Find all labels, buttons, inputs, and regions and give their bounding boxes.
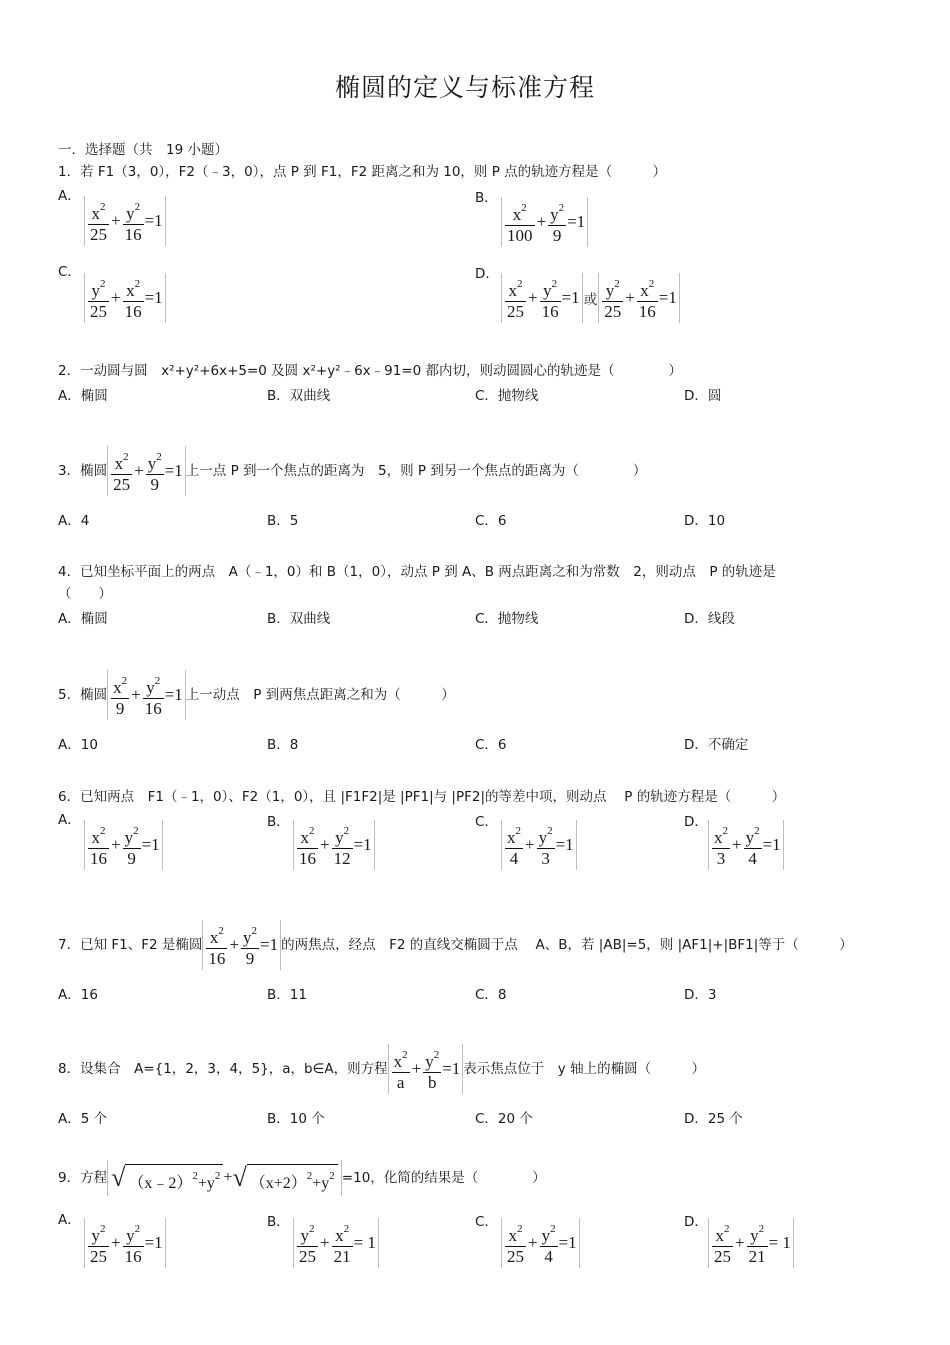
q9-option-a-formula: $\frac{y^2}{25}$ + $\frac{y^2}{16}$ =1 (84, 1218, 166, 1268)
q8-option-c: C．20 个 (475, 1111, 533, 1127)
q6-option-b-formula: $\frac{x^2}{16}$ + $\frac{y^2}{12}$ =1 (293, 820, 375, 870)
q6-option-a-formula: $\frac{x^2}{16}$ + $\frac{y^2}{9}$ =1 (84, 820, 163, 870)
q2-option-d: D．圆 (684, 388, 722, 404)
q1-option-d-label: D． (475, 266, 499, 282)
q3-option-b: B．5 (267, 513, 299, 529)
q5-option-d: D．不确定 (684, 737, 749, 753)
q7-option-b: B．11 (267, 987, 307, 1003)
q7-option-c: C．8 (475, 987, 507, 1003)
q9-option-d-label: D． (684, 1214, 708, 1230)
q4-option-d: D．线段 (684, 611, 735, 627)
question-4-stem-cont: （ ） (58, 586, 112, 602)
q4-option-a: A．椭圆 (58, 611, 108, 627)
q1-option-a-formula: $\frac{x^2}{25}$ + $\frac{y^2}{16}$ =1 (84, 196, 166, 246)
q1-option-b-formula: $\frac{x^2}{100}$ + $\frac{y^2}{9}$ =1 (501, 197, 588, 247)
q6-option-c-formula: $\frac{x^2}{4}$ + $\frac{y^2}{3}$ =1 (501, 820, 577, 870)
page-title: 椭圆的定义与标准方程 (334, 73, 595, 102)
q1-option-d-formula: $\frac{x^2}{25}$ + $\frac{y^2}{16}$ =1 或 $\frac{y^2}{25}$ + $\frac{x^2}{16}$ =1 (501, 273, 680, 323)
q5-option-b: B．8 (267, 737, 299, 753)
q1-option-c-label: C． (58, 264, 81, 280)
question-4-stem: 4．已知坐标平面上的两点 A（﹣1，0）和 B（1，0），动点 P 到 A、B 两点距离之和为常数 2，则动点 P 的轨迹是 (58, 564, 776, 580)
q3-option-c: C．6 (475, 513, 507, 529)
question-5-stem: 5．椭圆 $\frac{x^2}{9}$ + $\frac{y^2}{16}$ =1 上一动点 P 到两焦点距离之和为（ ） (58, 670, 455, 720)
question-7-stem: 7．已知 F1、F2 是椭圆 $\frac{x^2}{16}$ + $\frac{y^2}{9}$ =1 的两焦点，经点 F2 的直线交椭圆于点 A、B，若 |AB|=5，则 |AF1|+|BF1|等于（ ） (58, 920, 853, 970)
q8-option-d: D．25 个 (684, 1111, 743, 1127)
q1-option-b-label: B． (475, 190, 498, 206)
question-8-stem: 8．设集合 A={1，2，3，4，5}，a，b∈A，则方程 $\frac{x^2}{a}$ + $\frac{y^2}{b}$ =1 表示焦点位于 y 轴上的椭圆（ ） (58, 1044, 705, 1094)
q9-option-c-formula: $\frac{x^2}{25}$ + $\frac{y^2}{4}$ =1 (501, 1218, 580, 1268)
q9-option-c-label: C． (475, 1214, 498, 1230)
q7-option-d: D．3 (684, 987, 717, 1003)
q8-option-b: B．10 个 (267, 1111, 325, 1127)
q5-option-c: C．6 (475, 737, 507, 753)
q4-option-b: B．双曲线 (267, 611, 331, 627)
q6-option-c-label: C． (475, 814, 498, 830)
q6-option-b-label: B． (267, 814, 290, 830)
q9-option-d-formula: $\frac{x^2}{25}$ + $\frac{y^2}{21}$ = 1 (708, 1218, 794, 1268)
q9-option-a-label: A． (58, 1212, 81, 1228)
q9-option-b-label: B． (267, 1214, 290, 1230)
q4-option-c: C．抛物线 (475, 611, 539, 627)
q6-option-d-label: D． (684, 814, 708, 830)
q3-option-a: A．4 (58, 513, 90, 529)
section-heading: 一．选择题（共 19 小题） (58, 142, 228, 158)
q3-option-d: D．10 (684, 513, 726, 529)
question-9-stem: 9．方程 √ $(x﹣2)^2+y^2$ + √ $(x+2)^2+y^2$ =10，化简的结果是（ ） (58, 1160, 546, 1196)
q1-option-a-label: A． (58, 188, 81, 204)
q6-option-a-label: A． (58, 812, 81, 828)
q7-option-a: A．16 (58, 987, 98, 1003)
q2-option-c: C．抛物线 (475, 388, 539, 404)
question-3-stem: 3．椭圆 $\frac{x^2}{25}$ + $\frac{y^2}{9}$ =1 上一点 P 到一个焦点的距离为 5，则 P 到另一个焦点的距离为（ ） (58, 446, 646, 496)
q9-radical-expression: √ $(x﹣2)^2+y^2$ + √ $(x+2)^2+y^2$ (107, 1160, 342, 1196)
q2-option-b: B．双曲线 (267, 388, 331, 404)
question-2-stem: 2．一动圆与圆 x²+y²+6x+5=0 及圆 x²+y²﹣6x﹣91=0 都内切，则动圆圆心的轨迹是（ ） (58, 363, 683, 379)
question-6-stem: 6．已知两点 F1（﹣1，0）、F2（1，0），且 |F1F2|是 |PF1|与 |PF2|的等差中项，则动点 P 的轨迹方程是（ ） (58, 789, 786, 805)
q9-option-b-formula: $\frac{y^2}{25}$ + $\frac{x^2}{21}$ = 1 (293, 1218, 379, 1268)
q8-option-a: A．5 个 (58, 1111, 108, 1127)
q1-option-c-formula: $\frac{y^2}{25}$ + $\frac{x^2}{16}$ =1 (84, 273, 166, 323)
q6-option-d-formula: $\frac{x^2}{3}$ + $\frac{y^2}{4}$ =1 (708, 820, 784, 870)
q5-option-a: A．10 (58, 737, 98, 753)
question-1-stem: 1．若 F1（3，0），F2（﹣3，0），点 P 到 F1，F2 距离之和为 10，则 P 点的轨迹方程是（ ） (58, 164, 667, 180)
q2-option-a: A．椭圆 (58, 388, 108, 404)
